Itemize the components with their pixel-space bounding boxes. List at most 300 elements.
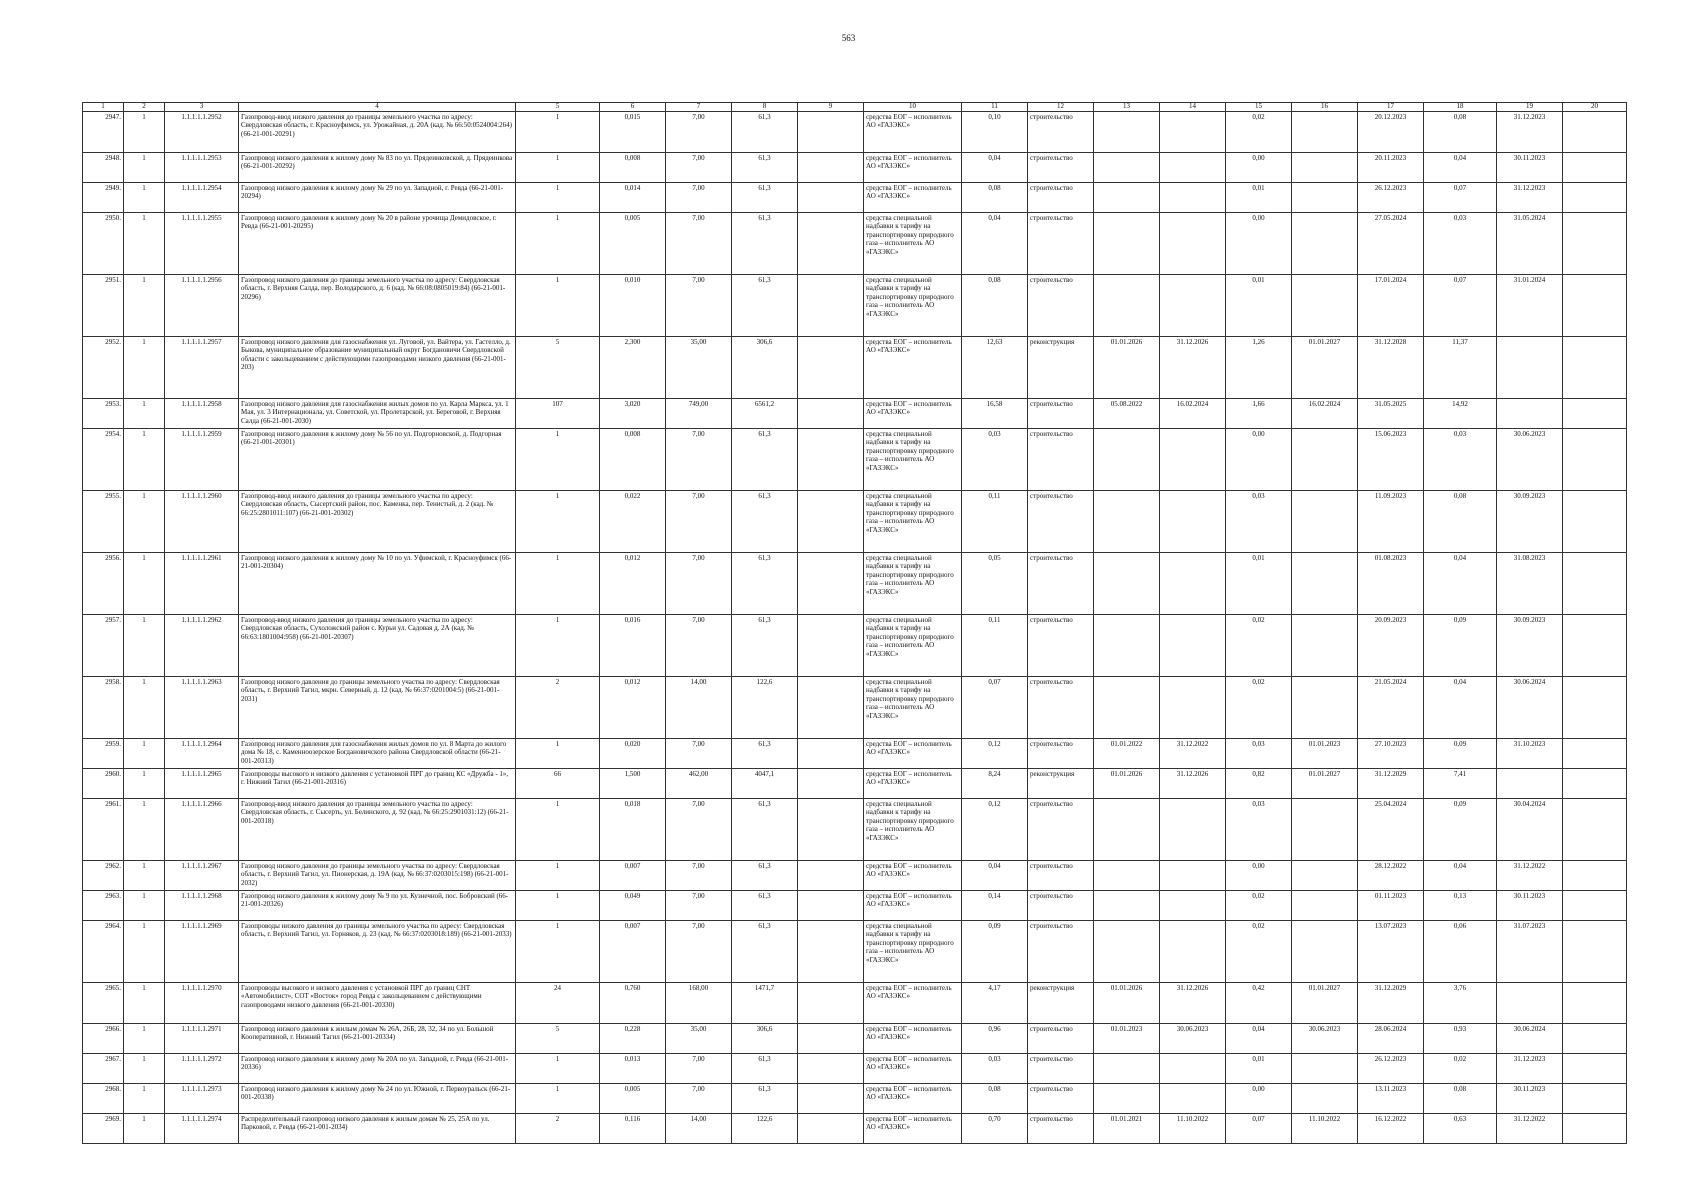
col2-cell: 1 xyxy=(124,275,165,337)
work-type-cell: строительство xyxy=(1028,739,1094,769)
col20-cell xyxy=(1563,615,1627,677)
col2-cell: 1 xyxy=(124,553,165,615)
col20-cell xyxy=(1563,153,1627,183)
start-date-cell xyxy=(1094,921,1160,983)
col9-cell xyxy=(798,983,864,1024)
row-number-cell: 2951. xyxy=(83,275,124,337)
work-type-cell: реконструкция xyxy=(1028,769,1094,799)
col20-cell xyxy=(1563,337,1627,399)
start-date-cell: 01.01.2023 xyxy=(1094,1024,1160,1054)
col2-cell: 1 xyxy=(124,213,165,275)
col2-cell: 1 xyxy=(124,921,165,983)
description-cell: Газопроводы высокого и низкого давления с установкой ПРГ до границ КС «Дружба - 1», г. Нижний Тагил (66-21-001-20316) xyxy=(239,769,516,799)
code-cell: 1.1.1.1.1.2953 xyxy=(165,153,239,183)
col18-cell: 7,41 xyxy=(1424,769,1497,799)
end-date-cell xyxy=(1160,1054,1226,1084)
col19-date-cell xyxy=(1497,983,1563,1024)
col15-cell: 0,01 xyxy=(1226,183,1292,213)
col11-cell: 0,12 xyxy=(962,799,1028,861)
table-row xyxy=(83,1084,1627,1114)
col15-cell: 0,02 xyxy=(1226,677,1292,739)
col16-cell xyxy=(1292,429,1358,491)
col16-cell xyxy=(1292,921,1358,983)
col16-cell xyxy=(1292,677,1358,739)
code-cell: 1.1.1.1.1.2958 xyxy=(165,399,239,429)
col11-cell: 0,03 xyxy=(962,1054,1028,1084)
col19-date-cell: 30.11.2023 xyxy=(1497,1084,1563,1114)
end-date-cell xyxy=(1160,429,1226,491)
table-row xyxy=(83,491,1627,553)
funding-source-cell: средства ЕОГ – исполнитель АО «ГАЗЭКС» xyxy=(864,337,962,399)
code-cell: 1.1.1.1.1.2957 xyxy=(165,337,239,399)
end-date-cell xyxy=(1160,921,1226,983)
table-row xyxy=(83,337,1627,399)
col2-cell: 1 xyxy=(124,1054,165,1084)
description-cell: Газопровод-ввод низкого давления до границы земельного участка по адресу: Свердловская область, Сысертский район, пос. Каменка, пер. Тенистый, д. 2 (кад. № 66:25:2801011:107) (66-21-001-20302) xyxy=(239,491,516,553)
funding-source-cell: средства ЕОГ – исполнитель АО «ГАЗЭКС» xyxy=(864,1084,962,1114)
col11-cell: 0,96 xyxy=(962,1024,1028,1054)
col16-cell: 01.01.2027 xyxy=(1292,337,1358,399)
col17-date-cell: 25.04.2024 xyxy=(1358,799,1424,861)
code-cell: 1.1.1.1.1.2956 xyxy=(165,275,239,337)
col7-cell: 7,00 xyxy=(666,739,732,769)
end-date-cell xyxy=(1160,1084,1226,1114)
col11-cell: 0,09 xyxy=(962,921,1028,983)
col6-cell: 0,007 xyxy=(600,921,666,983)
row-number-cell: 2968. xyxy=(83,1084,124,1114)
col8-cell: 61,3 xyxy=(732,112,798,153)
col2-cell: 1 xyxy=(124,983,165,1024)
col9-cell xyxy=(798,275,864,337)
col20-cell xyxy=(1563,799,1627,861)
col16-cell: 01.01.2023 xyxy=(1292,739,1358,769)
col8-cell: 61,3 xyxy=(732,213,798,275)
funding-source-cell: средства ЕОГ – исполнитель АО «ГАЗЭКС» xyxy=(864,983,962,1024)
col7-cell: 7,00 xyxy=(666,1054,732,1084)
col17-date-cell: 21.05.2024 xyxy=(1358,677,1424,739)
code-cell: 1.1.1.1.1.2969 xyxy=(165,921,239,983)
code-cell: 1.1.1.1.1.2964 xyxy=(165,739,239,769)
col18-cell: 0,03 xyxy=(1424,213,1497,275)
column-header-7: 7 xyxy=(666,103,732,112)
col7-cell: 7,00 xyxy=(666,429,732,491)
col11-cell: 0,12 xyxy=(962,739,1028,769)
col9-cell xyxy=(798,799,864,861)
col5-cell: 1 xyxy=(516,429,600,491)
description-cell: Газопровод низкого давления к жилому дому № 20А по ул. Западной, г. Ревда (66-21-001-20336) xyxy=(239,1054,516,1084)
column-header-6: 6 xyxy=(600,103,666,112)
col8-cell: 61,3 xyxy=(732,739,798,769)
col20-cell xyxy=(1563,1024,1627,1054)
col20-cell xyxy=(1563,1114,1627,1144)
col8-cell: 61,3 xyxy=(732,553,798,615)
table-row xyxy=(83,553,1627,615)
col16-cell xyxy=(1292,1054,1358,1084)
col19-date-cell: 30.11.2023 xyxy=(1497,153,1563,183)
col11-cell: 0,08 xyxy=(962,183,1028,213)
end-date-cell xyxy=(1160,213,1226,275)
col18-cell: 0,04 xyxy=(1424,677,1497,739)
col18-cell: 0,13 xyxy=(1424,891,1497,921)
row-number-cell: 2959. xyxy=(83,739,124,769)
description-cell: Газопровод низкого давления для газоснабжения жилых домов по ул. 8 Марта до жилого дома № 18, с. Каменноозерское Богдановичского района Свердловской области (66-21-001-20313) xyxy=(239,739,516,769)
col17-date-cell: 13.07.2023 xyxy=(1358,921,1424,983)
row-number-cell: 2964. xyxy=(83,921,124,983)
code-cell: 1.1.1.1.1.2952 xyxy=(165,112,239,153)
col15-cell: 0,00 xyxy=(1226,429,1292,491)
end-date-cell xyxy=(1160,615,1226,677)
col18-cell: 0,06 xyxy=(1424,921,1497,983)
col7-cell: 35,00 xyxy=(666,337,732,399)
col9-cell xyxy=(798,1114,864,1144)
col15-cell: 0,42 xyxy=(1226,983,1292,1024)
row-number-cell: 2955. xyxy=(83,491,124,553)
col5-cell: 1 xyxy=(516,213,600,275)
table-row xyxy=(83,799,1627,861)
col15-cell: 0,00 xyxy=(1226,213,1292,275)
work-type-cell: строительство xyxy=(1028,275,1094,337)
description-cell: Газопровод низкого давления к жилому дому № 29 по ул. Западной, г. Ревда (66-21-001-20294) xyxy=(239,183,516,213)
col9-cell xyxy=(798,921,864,983)
col19-date-cell: 31.05.2024 xyxy=(1497,213,1563,275)
end-date-cell xyxy=(1160,183,1226,213)
code-cell: 1.1.1.1.1.2960 xyxy=(165,491,239,553)
col17-date-cell: 20.12.2023 xyxy=(1358,112,1424,153)
col19-date-cell: 31.12.2023 xyxy=(1497,1054,1563,1084)
col6-cell: 0,010 xyxy=(600,275,666,337)
row-number-cell: 2961. xyxy=(83,799,124,861)
col9-cell xyxy=(798,491,864,553)
col9-cell xyxy=(798,153,864,183)
funding-source-cell: средства специальной надбавки к тарифу на транспортировку природного газа – исполнитель АО «ГАЗЭКС» xyxy=(864,677,962,739)
start-date-cell xyxy=(1094,1084,1160,1114)
col20-cell xyxy=(1563,677,1627,739)
start-date-cell: 01.01.2021 xyxy=(1094,1114,1160,1144)
work-type-cell: строительство xyxy=(1028,153,1094,183)
col6-cell: 1,500 xyxy=(600,769,666,799)
col2-cell: 1 xyxy=(124,1024,165,1054)
description-cell: Газопровод низкого давления к жилому дому № 10 по ул. Уфимской, г. Красноуфимск (66-21-001-20304) xyxy=(239,553,516,615)
col17-date-cell: 31.05.2025 xyxy=(1358,399,1424,429)
col15-cell: 0,01 xyxy=(1226,1054,1292,1084)
row-number-cell: 2954. xyxy=(83,429,124,491)
col2-cell: 1 xyxy=(124,399,165,429)
code-cell: 1.1.1.1.1.2967 xyxy=(165,861,239,891)
description-cell: Газопровод низкого давления до границы земельного участка по адресу: Свердловская область, г. Верхний Тагил, мкрн. Северный, д. 12 (кад. № 66:37:0201004:5) (66-21-001-2031) xyxy=(239,677,516,739)
column-header-18: 18 xyxy=(1424,103,1497,112)
col15-cell: 1,66 xyxy=(1226,399,1292,429)
row-number-cell: 2967. xyxy=(83,1054,124,1084)
column-header-5: 5 xyxy=(516,103,600,112)
col8-cell: 306,6 xyxy=(732,1024,798,1054)
column-header-15: 15 xyxy=(1226,103,1292,112)
col18-cell: 0,09 xyxy=(1424,739,1497,769)
col16-cell xyxy=(1292,153,1358,183)
col6-cell: 0,012 xyxy=(600,553,666,615)
table-body xyxy=(83,112,1627,1144)
col15-cell: 0,01 xyxy=(1226,275,1292,337)
funding-source-cell: средства специальной надбавки к тарифу на транспортировку природного газа – исполнитель АО «ГАЗЭКС» xyxy=(864,553,962,615)
col2-cell: 1 xyxy=(124,153,165,183)
col16-cell xyxy=(1292,183,1358,213)
code-cell: 1.1.1.1.1.2962 xyxy=(165,615,239,677)
col15-cell: 0,03 xyxy=(1226,739,1292,769)
funding-source-cell: средства специальной надбавки к тарифу на транспортировку природного газа – исполнитель АО «ГАЗЭКС» xyxy=(864,275,962,337)
col5-cell: 24 xyxy=(516,983,600,1024)
start-date-cell xyxy=(1094,153,1160,183)
col5-cell: 1 xyxy=(516,861,600,891)
header-row xyxy=(83,103,1627,112)
row-number-cell: 2957. xyxy=(83,615,124,677)
work-type-cell: реконструкция xyxy=(1028,983,1094,1024)
funding-source-cell: средства ЕОГ – исполнитель АО «ГАЗЭКС» xyxy=(864,183,962,213)
start-date-cell xyxy=(1094,553,1160,615)
start-date-cell xyxy=(1094,891,1160,921)
col5-cell: 1 xyxy=(516,921,600,983)
start-date-cell xyxy=(1094,861,1160,891)
col18-cell: 0,08 xyxy=(1424,1084,1497,1114)
col19-date-cell: 30.06.2024 xyxy=(1497,1024,1563,1054)
col6-cell: 0,049 xyxy=(600,891,666,921)
col16-cell: 16.02.2024 xyxy=(1292,399,1358,429)
end-date-cell xyxy=(1160,861,1226,891)
col2-cell: 1 xyxy=(124,429,165,491)
work-type-cell: строительство xyxy=(1028,183,1094,213)
col16-cell xyxy=(1292,615,1358,677)
col2-cell: 1 xyxy=(124,769,165,799)
col19-date-cell: 31.12.2023 xyxy=(1497,183,1563,213)
col2-cell: 1 xyxy=(124,491,165,553)
col7-cell: 7,00 xyxy=(666,861,732,891)
col6-cell: 0,008 xyxy=(600,429,666,491)
col7-cell: 7,00 xyxy=(666,799,732,861)
col20-cell xyxy=(1563,739,1627,769)
table-row xyxy=(83,1024,1627,1054)
col18-cell: 0,08 xyxy=(1424,491,1497,553)
row-number-cell: 2947. xyxy=(83,112,124,153)
col5-cell: 1 xyxy=(516,275,600,337)
funding-source-cell: средства ЕОГ – исполнитель АО «ГАЗЭКС» xyxy=(864,112,962,153)
funding-source-cell: средства ЕОГ – исполнитель АО «ГАЗЭКС» xyxy=(864,153,962,183)
work-type-cell: строительство xyxy=(1028,921,1094,983)
col9-cell xyxy=(798,429,864,491)
col9-cell xyxy=(798,861,864,891)
row-number-cell: 2963. xyxy=(83,891,124,921)
table-row xyxy=(83,861,1627,891)
col11-cell: 0,07 xyxy=(962,677,1028,739)
work-type-cell: строительство xyxy=(1028,891,1094,921)
row-number-cell: 2965. xyxy=(83,983,124,1024)
description-cell: Газопровод-ввод низкого давления до границы земельного участка по адресу: Свердловская область, г. Красноуфимск, ул. Урожайная, д. 20А (кад. № 66:50:0524004:264) (66-21-001-20291) xyxy=(239,112,516,153)
start-date-cell xyxy=(1094,491,1160,553)
col18-cell: 0,63 xyxy=(1424,1114,1497,1144)
row-number-cell: 2958. xyxy=(83,677,124,739)
work-type-cell: строительство xyxy=(1028,1114,1094,1144)
col7-cell: 462,00 xyxy=(666,769,732,799)
col11-cell: 0,03 xyxy=(962,429,1028,491)
col2-cell: 1 xyxy=(124,1114,165,1144)
col2-cell: 1 xyxy=(124,183,165,213)
description-cell: Газопроводы низкого давления до границы земельного участка по адресу: Свердловская область, г. Верхний Тагил, ул. Горняков, д. 23 (кад. № 66:37:0203018:189) (66-21-001-2033) xyxy=(239,921,516,983)
end-date-cell xyxy=(1160,553,1226,615)
description-cell: Газопровод низкого давления для газоснабжения ул. Луговой, ул. Вайтера, ул. Гастелло, д. Быкова, муниципальное образование муниципальный округ Богдановичи Свердловской области с закольцеванием с действующими газопроводами низкого давления (66-21-001-203) xyxy=(239,337,516,399)
col5-cell: 1 xyxy=(516,153,600,183)
col11-cell: 12,63 xyxy=(962,337,1028,399)
row-number-cell: 2950. xyxy=(83,213,124,275)
col17-date-cell: 15.06.2023 xyxy=(1358,429,1424,491)
col9-cell xyxy=(798,553,864,615)
funding-source-cell: средства ЕОГ – исполнитель АО «ГАЗЭКС» xyxy=(864,891,962,921)
col2-cell: 1 xyxy=(124,861,165,891)
col15-cell: 0,07 xyxy=(1226,1114,1292,1144)
start-date-cell: 05.08.2022 xyxy=(1094,399,1160,429)
table-row xyxy=(83,739,1627,769)
column-header-2: 2 xyxy=(124,103,165,112)
col11-cell: 0,08 xyxy=(962,1084,1028,1114)
table-row xyxy=(83,677,1627,739)
col16-cell: 01.01.2027 xyxy=(1292,983,1358,1024)
col8-cell: 61,3 xyxy=(732,183,798,213)
work-type-cell: строительство xyxy=(1028,429,1094,491)
col8-cell: 61,3 xyxy=(732,615,798,677)
end-date-cell: 31.12.2026 xyxy=(1160,983,1226,1024)
col6-cell: 0,013 xyxy=(600,1054,666,1084)
col7-cell: 7,00 xyxy=(666,183,732,213)
col8-cell: 306,6 xyxy=(732,337,798,399)
row-number-cell: 2952. xyxy=(83,337,124,399)
col5-cell: 1 xyxy=(516,1054,600,1084)
col18-cell: 14,92 xyxy=(1424,399,1497,429)
col5-cell: 1 xyxy=(516,553,600,615)
col11-cell: 0,04 xyxy=(962,153,1028,183)
col5-cell: 1 xyxy=(516,1084,600,1114)
col19-date-cell: 30.09.2023 xyxy=(1497,615,1563,677)
col7-cell: 7,00 xyxy=(666,275,732,337)
work-type-cell: строительство xyxy=(1028,861,1094,891)
col19-date-cell: 30.04.2024 xyxy=(1497,799,1563,861)
column-header-20: 20 xyxy=(1563,103,1627,112)
end-date-cell xyxy=(1160,491,1226,553)
work-type-cell: строительство xyxy=(1028,1084,1094,1114)
col19-date-cell: 30.06.2023 xyxy=(1497,429,1563,491)
funding-source-cell: средства ЕОГ – исполнитель АО «ГАЗЭКС» xyxy=(864,1114,962,1144)
col6-cell: 0,005 xyxy=(600,213,666,275)
code-cell: 1.1.1.1.1.2974 xyxy=(165,1114,239,1144)
col18-cell: 3,76 xyxy=(1424,983,1497,1024)
description-cell: Газопровод-ввод низкого давления до границы земельного участка по адресу: Свердловская область, Сухоложский район с. Курьи ул. Садовая д. 2А (кад. № 66:63:1801004:958) (66-21-001-20307) xyxy=(239,615,516,677)
code-cell: 1.1.1.1.1.2959 xyxy=(165,429,239,491)
col20-cell xyxy=(1563,983,1627,1024)
table-row xyxy=(83,429,1627,491)
col18-cell: 0,02 xyxy=(1424,1054,1497,1084)
col17-date-cell: 13.11.2023 xyxy=(1358,1084,1424,1114)
start-date-cell xyxy=(1094,615,1160,677)
col17-date-cell: 20.11.2023 xyxy=(1358,153,1424,183)
col11-cell: 4,17 xyxy=(962,983,1028,1024)
row-number-cell: 2962. xyxy=(83,861,124,891)
col5-cell: 1 xyxy=(516,891,600,921)
description-cell: Газопровод низкого давления к жилому дому № 56 по ул. Подгорновской, д. Подгорная (66-21-001-20301) xyxy=(239,429,516,491)
col11-cell: 8,24 xyxy=(962,769,1028,799)
column-header-16: 16 xyxy=(1292,103,1358,112)
col19-date-cell xyxy=(1497,399,1563,429)
col7-cell: 7,00 xyxy=(666,153,732,183)
col7-cell: 7,00 xyxy=(666,112,732,153)
end-date-cell: 11.10.2022 xyxy=(1160,1114,1226,1144)
col20-cell xyxy=(1563,183,1627,213)
code-cell: 1.1.1.1.1.2965 xyxy=(165,769,239,799)
col19-date-cell: 30.11.2023 xyxy=(1497,891,1563,921)
code-cell: 1.1.1.1.1.2966 xyxy=(165,799,239,861)
col17-date-cell: 01.11.2023 xyxy=(1358,891,1424,921)
start-date-cell xyxy=(1094,183,1160,213)
col11-cell: 0,11 xyxy=(962,491,1028,553)
col16-cell xyxy=(1292,799,1358,861)
col8-cell: 122,6 xyxy=(732,1114,798,1144)
col9-cell xyxy=(798,1084,864,1114)
col20-cell xyxy=(1563,1054,1627,1084)
col18-cell: 0,08 xyxy=(1424,112,1497,153)
row-number-cell: 2969. xyxy=(83,1114,124,1144)
col5-cell: 5 xyxy=(516,337,600,399)
col20-cell xyxy=(1563,1084,1627,1114)
col18-cell: 0,07 xyxy=(1424,275,1497,337)
col8-cell: 61,3 xyxy=(732,429,798,491)
col6-cell: 0,228 xyxy=(600,1024,666,1054)
col2-cell: 1 xyxy=(124,337,165,399)
col7-cell: 168,00 xyxy=(666,983,732,1024)
col18-cell: 0,07 xyxy=(1424,183,1497,213)
work-type-cell: строительство xyxy=(1028,213,1094,275)
col2-cell: 1 xyxy=(124,1084,165,1114)
work-type-cell: строительство xyxy=(1028,1054,1094,1084)
col7-cell: 7,00 xyxy=(666,921,732,983)
col17-date-cell: 28.06.2024 xyxy=(1358,1024,1424,1054)
row-number-cell: 2966. xyxy=(83,1024,124,1054)
code-cell: 1.1.1.1.1.2972 xyxy=(165,1054,239,1084)
description-cell: Газопровод низкого давления к жилому дому № 20 в районе урочища Демидовское, г. Ревда (66-21-001-20295) xyxy=(239,213,516,275)
col9-cell xyxy=(798,1024,864,1054)
table-row xyxy=(83,183,1627,213)
column-header-9: 9 xyxy=(798,103,864,112)
funding-source-cell: средства ЕОГ – исполнитель АО «ГАЗЭКС» xyxy=(864,1024,962,1054)
funding-source-cell: средства специальной надбавки к тарифу на транспортировку природного газа – исполнитель АО «ГАЗЭКС» xyxy=(864,799,962,861)
col15-cell: 0,82 xyxy=(1226,769,1292,799)
col18-cell: 11,37 xyxy=(1424,337,1497,399)
funding-source-cell: средства ЕОГ – исполнитель АО «ГАЗЭКС» xyxy=(864,769,962,799)
col19-date-cell: 31.12.2023 xyxy=(1497,112,1563,153)
col8-cell: 6561,2 xyxy=(732,399,798,429)
col18-cell: 0,09 xyxy=(1424,799,1497,861)
col6-cell: 0,022 xyxy=(600,491,666,553)
column-header-12: 12 xyxy=(1028,103,1094,112)
end-date-cell xyxy=(1160,677,1226,739)
start-date-cell xyxy=(1094,1054,1160,1084)
col17-date-cell: 27.10.2023 xyxy=(1358,739,1424,769)
end-date-cell: 31.12.2026 xyxy=(1160,337,1226,399)
col11-cell: 0,04 xyxy=(962,861,1028,891)
table-row xyxy=(83,983,1627,1024)
column-header-13: 13 xyxy=(1094,103,1160,112)
col17-date-cell: 31.12.2029 xyxy=(1358,769,1424,799)
col5-cell: 1 xyxy=(516,615,600,677)
col5-cell: 2 xyxy=(516,1114,600,1144)
col19-date-cell: 31.10.2023 xyxy=(1497,739,1563,769)
description-cell: Газопровод низкого давления до границы земельного участка по адресу: Свердловская область, г. Верхняя Салда, пер. Володарского, д. 6 (кад. № 66:08:0805019:84) (66-21-001-20296) xyxy=(239,275,516,337)
table-row xyxy=(83,921,1627,983)
start-date-cell: 01.01.2026 xyxy=(1094,769,1160,799)
col16-cell: 30.06.2023 xyxy=(1292,1024,1358,1054)
